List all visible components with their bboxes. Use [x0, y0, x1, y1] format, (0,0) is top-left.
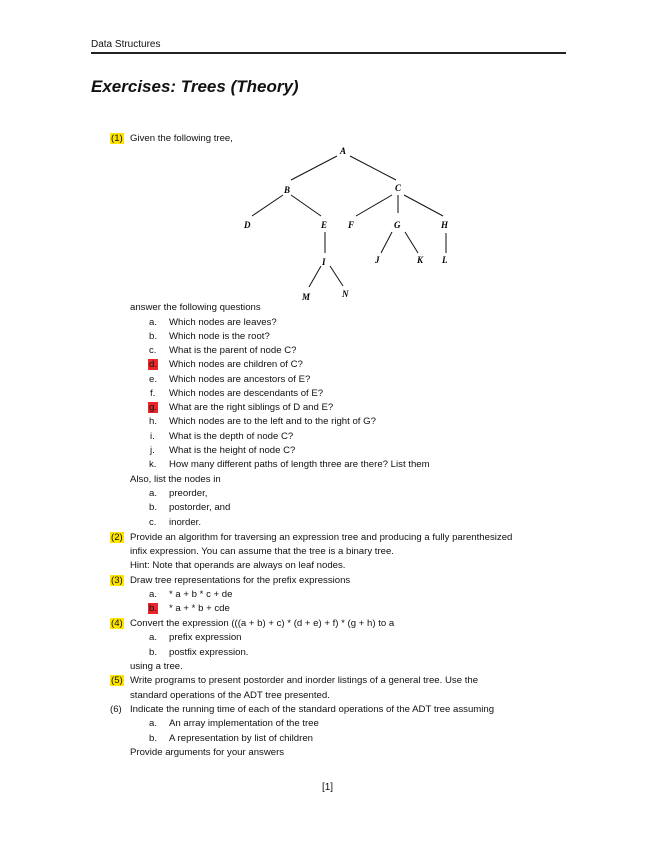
q1-item-marker: a.	[149, 317, 158, 328]
q2-hint: Hint: Note that operands are always on leaf nodes.	[130, 560, 346, 571]
tree-node-a: A	[340, 146, 347, 156]
q1-item-marker: f.	[150, 388, 156, 399]
tree-node-e: E	[321, 220, 328, 230]
q1-item-text: Which node is the root?	[169, 331, 270, 342]
q1-item-text: What is the parent of node C?	[169, 345, 297, 356]
q6-item-text: An array implementation of the tree	[169, 718, 319, 729]
q1-item-text: Which nodes are descendants of E?	[169, 388, 324, 399]
q1-item-marker: h.	[149, 416, 158, 427]
q1-order-marker: a.	[149, 488, 158, 499]
q3-item-marker-highlighted: b.	[149, 603, 158, 614]
q6-item-marker: b.	[149, 733, 158, 744]
q1-lead: answer the following questions	[130, 302, 261, 313]
q5-line2: standard operations of the ADT tree presented.	[130, 690, 330, 701]
q1-item-text: Which nodes are children of C?	[169, 359, 303, 370]
q1-item-marker: b.	[149, 331, 158, 342]
q1-item-marker: k.	[149, 459, 157, 470]
tree-node-k: K	[417, 255, 424, 265]
q3-text: Draw tree representations for the prefix expressions	[130, 575, 351, 586]
tree-node-l: L	[442, 255, 448, 265]
tree-node-g: G	[394, 220, 401, 230]
q1-item-marker-highlighted: g.	[149, 402, 158, 413]
q3-item-marker: a.	[149, 589, 158, 600]
tree-node-n: N	[342, 289, 349, 299]
tree-node-b: B	[284, 185, 291, 195]
tree-node-m: M	[302, 292, 311, 302]
q4-number: (4)	[111, 618, 123, 629]
q1-item-text: What is the depth of node C?	[169, 431, 294, 442]
tree-node-j: J	[375, 255, 380, 265]
q2-line2: infix expression. You can assume that the tree is a binary tree.	[130, 546, 394, 557]
q1-item-text: Which nodes are to the left and to the right of G?	[169, 416, 376, 427]
q1-item-text: What is the height of node C?	[169, 445, 296, 456]
q1-order-text: inorder.	[169, 517, 201, 528]
q6-number: (6)	[110, 704, 122, 715]
q3-item-text: * a + b * c + de	[169, 589, 233, 600]
running-header: Data Structures	[91, 39, 161, 50]
q4-item-text: postfix expression.	[169, 647, 249, 658]
page-title: Exercises: Trees (Theory)	[91, 77, 299, 96]
page-number: [1]	[321, 782, 334, 793]
q1-item-text: Which nodes are leaves?	[169, 317, 277, 328]
tree-node-f: F	[348, 220, 355, 230]
q1-order-marker: b.	[149, 502, 158, 513]
q5-number: (5)	[111, 675, 123, 686]
q1-intro: Given the following tree,	[130, 133, 233, 144]
q1-item-text: What are the right siblings of D and E?	[169, 402, 334, 413]
q4-item-marker: a.	[149, 632, 158, 643]
q1-item-marker: j.	[150, 445, 155, 456]
q6-item-text: A representation by list of children	[169, 733, 313, 744]
q1-item-text: Which nodes are ancestors of E?	[169, 374, 311, 385]
q6-after: Provide arguments for your answers	[130, 747, 285, 758]
q3-item-text: * a + * b + cde	[169, 603, 230, 614]
q6-text: Indicate the running time of each of the standard operations of the ADT tree assuming	[130, 704, 495, 715]
tree-node-c: C	[395, 183, 402, 193]
q1-order-text: preorder,	[169, 488, 208, 499]
q2-line1: Provide an algorithm for traversing an expression tree and producing a fully parenthesized	[130, 532, 513, 543]
q1-order-text: postorder, and	[169, 502, 231, 513]
tree-node-h: H	[441, 220, 449, 230]
q5-line1: Write programs to present postorder and inorder listings of a general tree. Use the	[130, 675, 479, 686]
q6-item-marker: a.	[149, 718, 158, 729]
q1-item-marker: i.	[150, 431, 155, 442]
q3-number: (3)	[111, 575, 123, 586]
tree-node-d: D	[244, 220, 251, 230]
q1-item-marker-highlighted: d.	[149, 359, 158, 370]
q1-order-marker: c.	[149, 517, 157, 528]
q4-item-text: prefix expression	[169, 632, 242, 643]
q1-number: (1)	[111, 133, 123, 144]
q1-also: Also, list the nodes in	[130, 474, 221, 485]
q1-item-marker: c.	[149, 345, 157, 356]
q1-item-marker: e.	[149, 374, 158, 385]
q4-after: using a tree.	[130, 661, 183, 672]
q4-item-marker: b.	[149, 647, 158, 658]
tree-node-i: I	[322, 257, 326, 267]
q2-number: (2)	[111, 532, 123, 543]
q1-item-text: How many different paths of length three are there? List them	[169, 459, 430, 470]
q4-text: Convert the expression (((a + b) + c) * (d + e) + f) * (g + h) to a	[130, 618, 395, 629]
